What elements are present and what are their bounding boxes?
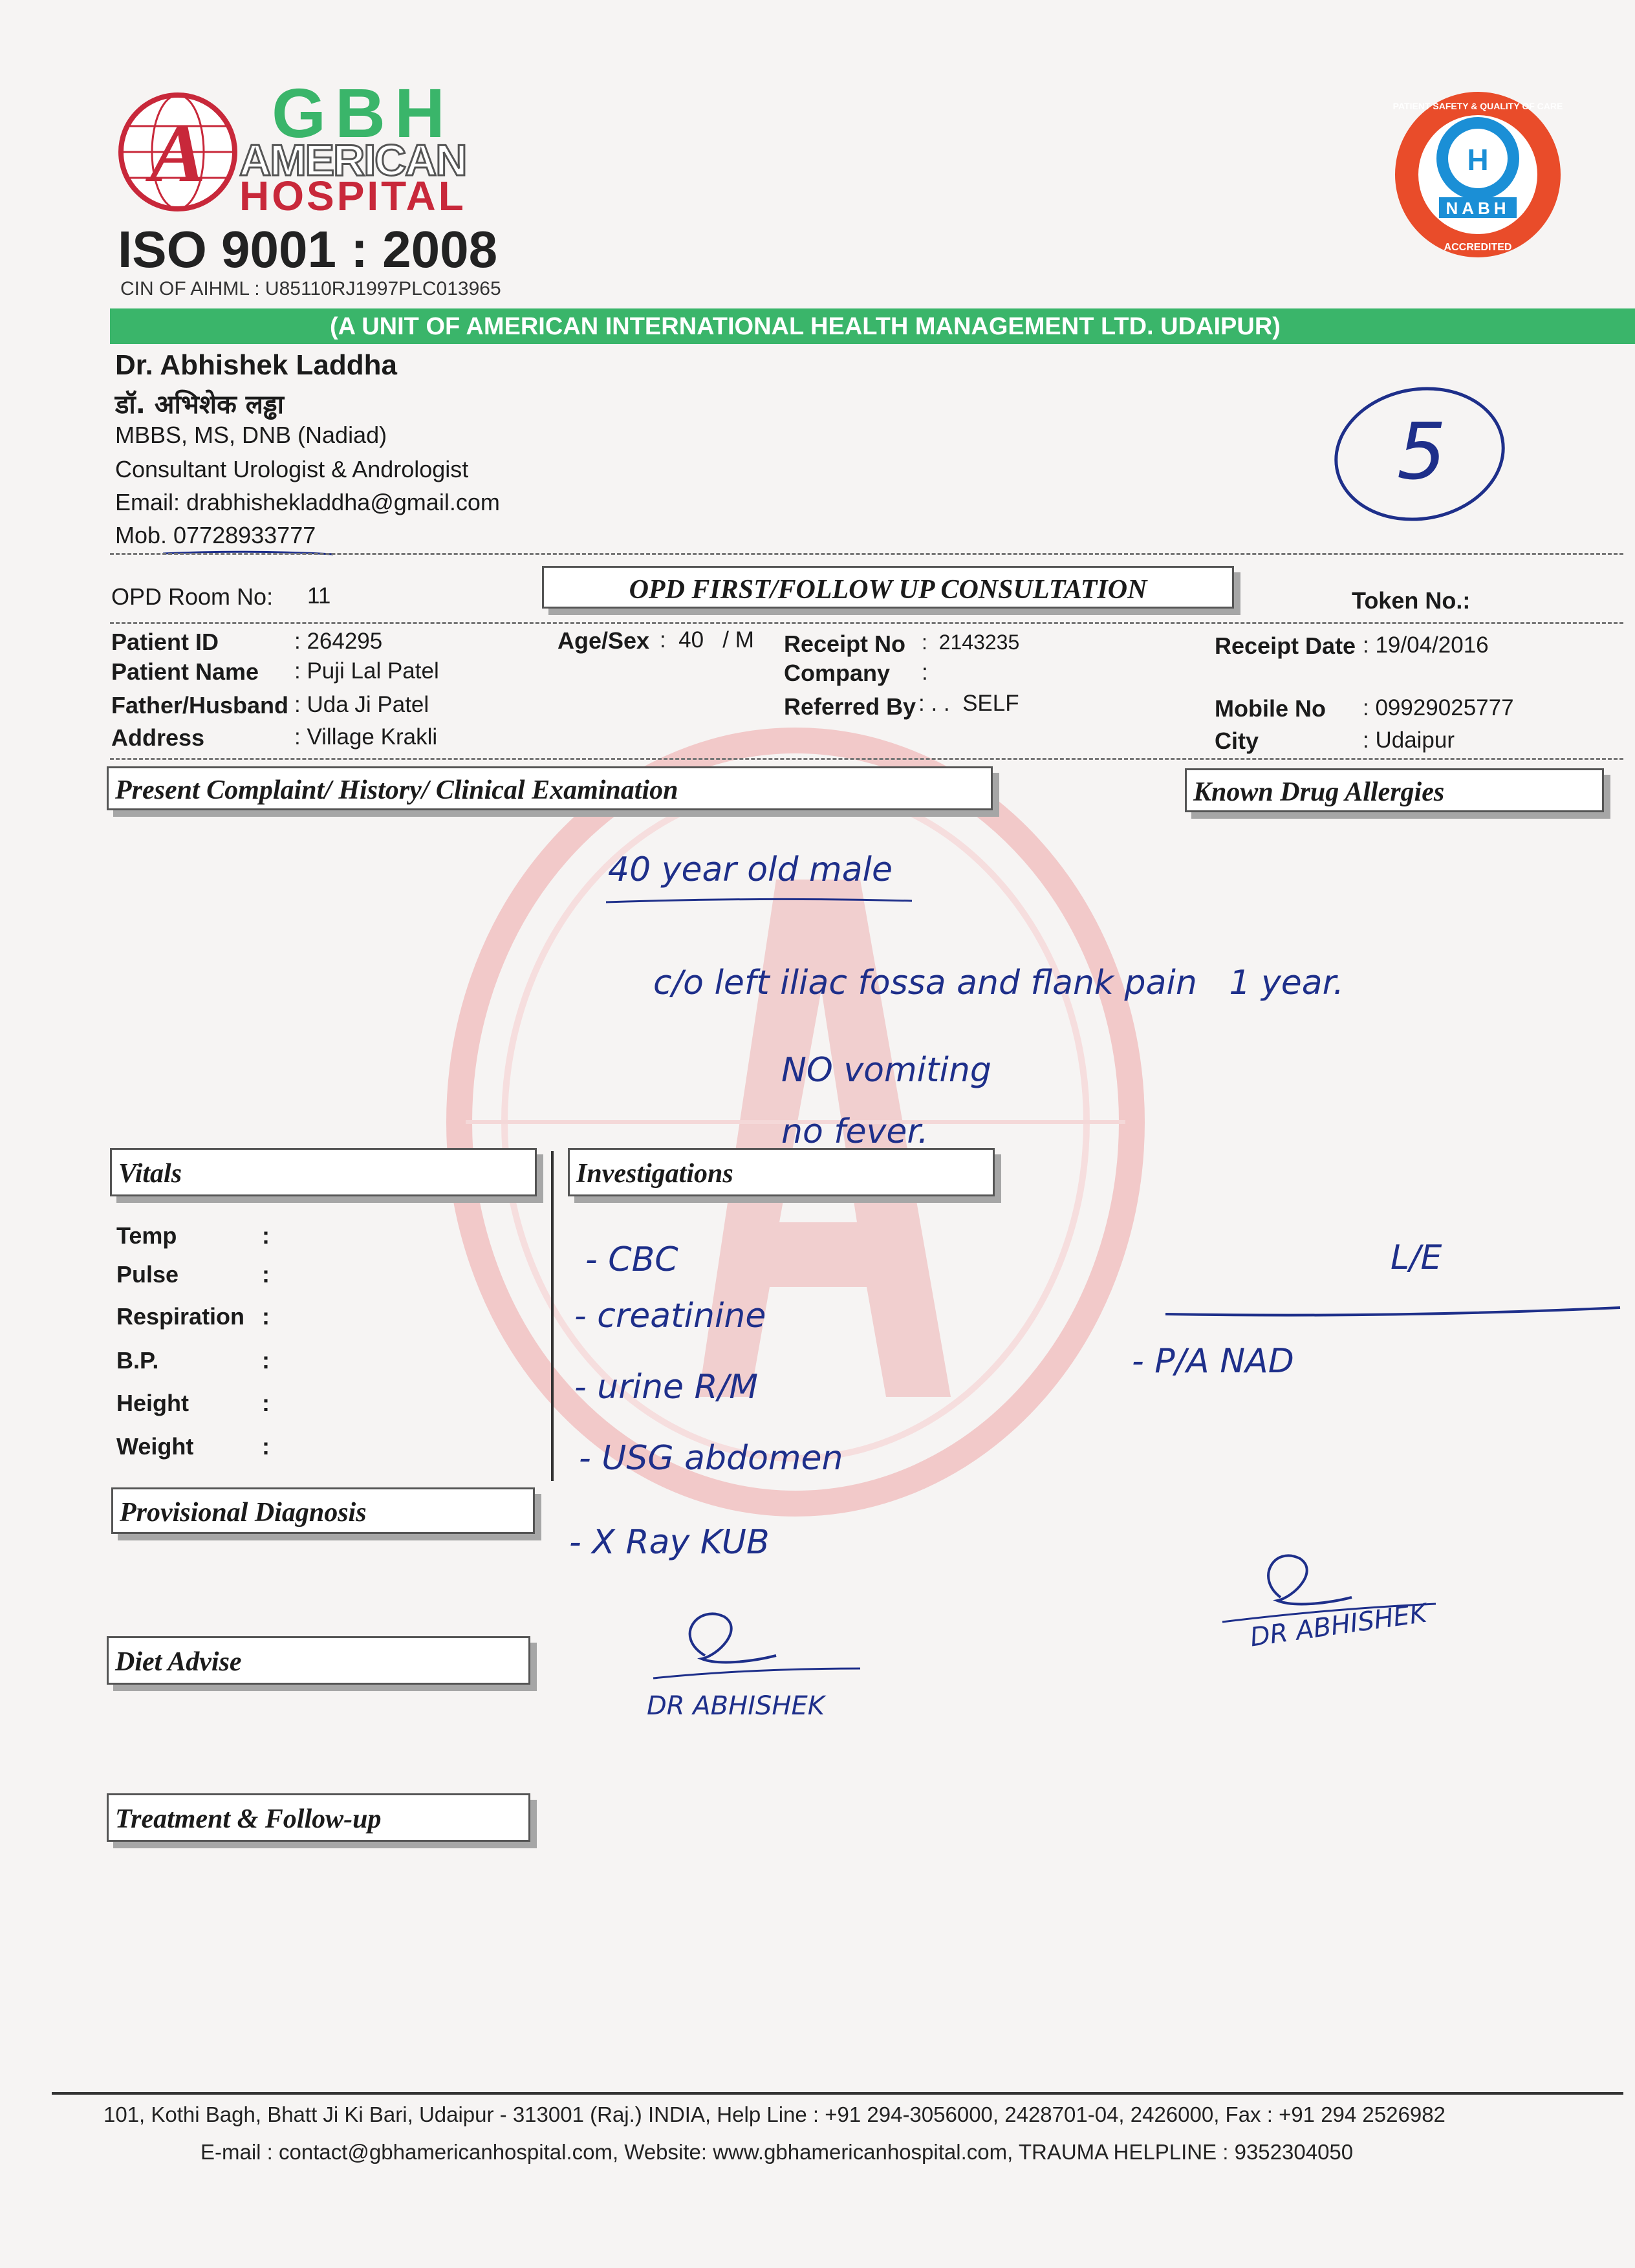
svg-text:5: 5 — [1396, 407, 1447, 497]
divider-1 — [110, 553, 1623, 555]
section-diagnosis — [111, 1487, 535, 1534]
vital-height-label: Height — [116, 1390, 189, 1416]
hospital-logo — [110, 74, 524, 220]
inv-creatinine: - creatinine — [574, 1297, 766, 1335]
section-diagnosis-label: Provisional Diagnosis — [120, 1498, 367, 1528]
referred-by-value: : . . SELF — [918, 691, 1019, 716]
receipt-no-label: Receipt No — [784, 631, 906, 657]
logo-american: AMERICAN — [239, 136, 466, 185]
section-vitals-label: Vitals — [118, 1159, 182, 1189]
doctor-name: Dr. Abhishek Laddha — [115, 349, 398, 381]
patient-id-value: : 264295 — [294, 629, 383, 654]
receipt-date-label: Receipt Date — [1215, 632, 1356, 659]
signature-name-2: DR ABHISHEK — [1248, 1598, 1429, 1653]
section-diet — [107, 1636, 530, 1685]
note-oe-line — [1164, 1300, 1623, 1319]
note-no-fever: no fever. — [781, 1112, 929, 1151]
city-label: City — [1215, 728, 1259, 754]
inv-usg: - USG abdomen — [579, 1439, 843, 1478]
form-title-box — [542, 566, 1234, 609]
banner-text: (A UNIT OF AMERICAN INTERNATIONAL HEALTH MANAGEMENT LTD. UDAIPUR) — [330, 313, 1281, 340]
section-diet-label: Diet Advise — [115, 1647, 242, 1677]
section-investigations — [568, 1148, 995, 1196]
section-investigations-label: Investigations — [576, 1159, 733, 1189]
agesex-value: : 40 / M — [660, 627, 754, 653]
vital-respiration-label: Respiration — [116, 1303, 245, 1330]
circled-number-mark — [1326, 382, 1513, 530]
svg-text:PATIENT SAFETY & QUALITY OF CA: PATIENT SAFETY & QUALITY OF CARE — [1392, 101, 1563, 111]
mobile-no-value: : 09929025777 — [1363, 695, 1514, 720]
vitals-column-divider — [551, 1151, 554, 1481]
section-vitals — [110, 1148, 537, 1196]
patient-name-value: : Puji Lal Patel — [294, 658, 439, 684]
referred-by-label: Referred By — [784, 693, 916, 720]
section-complaint — [107, 766, 993, 810]
vital-temp-colon: : — [262, 1222, 270, 1249]
opd-room-value: 11 — [307, 583, 331, 609]
company-label: Company — [784, 660, 891, 686]
signature-name-1: DR ABHISHEK — [647, 1691, 825, 1721]
svg-text:ACCREDITED: ACCREDITED — [1444, 242, 1512, 253]
svg-text:H: H — [1467, 143, 1489, 177]
section-treatment-label: Treatment & Follow-up — [115, 1804, 382, 1834]
vital-weight-colon: : — [262, 1433, 270, 1460]
opd-room-label: OPD Room No: — [111, 583, 274, 610]
svg-text:A: A — [149, 107, 206, 200]
note-pa: - P/A NAD — [1132, 1342, 1294, 1381]
cin-number: CIN OF AIHML : U85110RJ1997PLC013965 — [120, 278, 501, 299]
iso-certification: ISO 9001 : 2008 — [118, 221, 498, 278]
vital-temp-label: Temp — [116, 1222, 177, 1249]
city-value: : Udaipur — [1363, 728, 1455, 753]
vital-pulse-label: Pulse — [116, 1261, 179, 1288]
svg-text:NABH: NABH — [1446, 199, 1510, 218]
note-oe: L/E — [1391, 1238, 1442, 1277]
logo-gbh: GBH — [272, 74, 454, 152]
section-treatment — [107, 1793, 530, 1842]
footer-contact: E-mail : contact@gbhamericanhospital.com, Website: www.gbhamericanhospital.com, TRAUMA HELPLINE : 9352304050 — [200, 2140, 1354, 2164]
divider-3 — [110, 758, 1623, 760]
logo-hospital: HOSPITAL — [239, 173, 466, 219]
receipt-date-value: : 19/04/2016 — [1363, 632, 1489, 658]
inv-cbc: - CBC — [585, 1240, 678, 1279]
doctor-title: Consultant Urologist & Andrologist — [115, 456, 469, 482]
receipt-no-value: : 2143235 — [922, 631, 1020, 654]
section-allergies — [1185, 768, 1604, 812]
vital-bp-label: B.P. — [116, 1347, 159, 1374]
patient-id-label: Patient ID — [111, 629, 219, 655]
father-value: : Uda Ji Patel — [294, 692, 429, 717]
mobile-no-label: Mobile No — [1215, 695, 1326, 722]
divider-2 — [110, 622, 1623, 624]
doctor-mobile-label: Mob. — [115, 522, 168, 548]
address-label: Address — [111, 724, 205, 751]
footer-address: 101, Kothi Bagh, Bhatt Ji Ki Bari, Udaipur - 313001 (Raj.) INDIA, Help Line : +91 294-3056000, 2428701-04, 2426000, Fax : +91 294 2526982 — [103, 2102, 1446, 2126]
section-complaint-label: Present Complaint/ History/ Clinical Examination — [115, 775, 678, 805]
note-no-vomiting: NO vomiting — [781, 1051, 991, 1090]
doctor-email: Email: drabhishekladdha@gmail.com — [115, 489, 500, 515]
vital-weight-label: Weight — [116, 1433, 194, 1460]
footer-rule — [52, 2092, 1623, 2095]
doctor-mobile: 07728933777 — [173, 522, 316, 548]
logo-globe-icon — [116, 91, 239, 213]
doctor-name-hindi: डॉ. अभिशेक लड्ढा — [115, 390, 284, 420]
note-age-sex: 40 year old male — [608, 850, 893, 889]
note-underline — [605, 896, 915, 906]
inv-xray: - X Ray KUB — [569, 1523, 770, 1562]
vital-respiration-colon: : — [262, 1303, 270, 1330]
inv-urine: - urine R/M — [574, 1368, 759, 1407]
address-value: : Village Krakli — [294, 724, 438, 750]
vital-pulse-colon: : — [262, 1261, 270, 1288]
nabh-badge-icon — [1391, 81, 1565, 268]
section-allergies-label: Known Drug Allergies — [1193, 777, 1445, 807]
agesex-label: Age/Sex — [558, 627, 650, 654]
note-complaint: c/o left iliac fossa and flank pain 1 year. — [653, 964, 1344, 1002]
signature-mark-1 — [647, 1597, 880, 1688]
form-title: OPD FIRST/FOLLOW UP CONSULTATION — [629, 575, 1147, 605]
vital-height-colon: : — [262, 1390, 270, 1416]
company-value: : — [922, 660, 928, 685]
doctor-degrees: MBBS, MS, DNB (Nadiad) — [115, 422, 387, 448]
patient-name-label: Patient Name — [111, 658, 259, 685]
token-label: Token No.: — [1352, 587, 1471, 614]
vital-bp-colon: : — [262, 1347, 270, 1374]
father-label: Father/Husband — [111, 692, 289, 718]
